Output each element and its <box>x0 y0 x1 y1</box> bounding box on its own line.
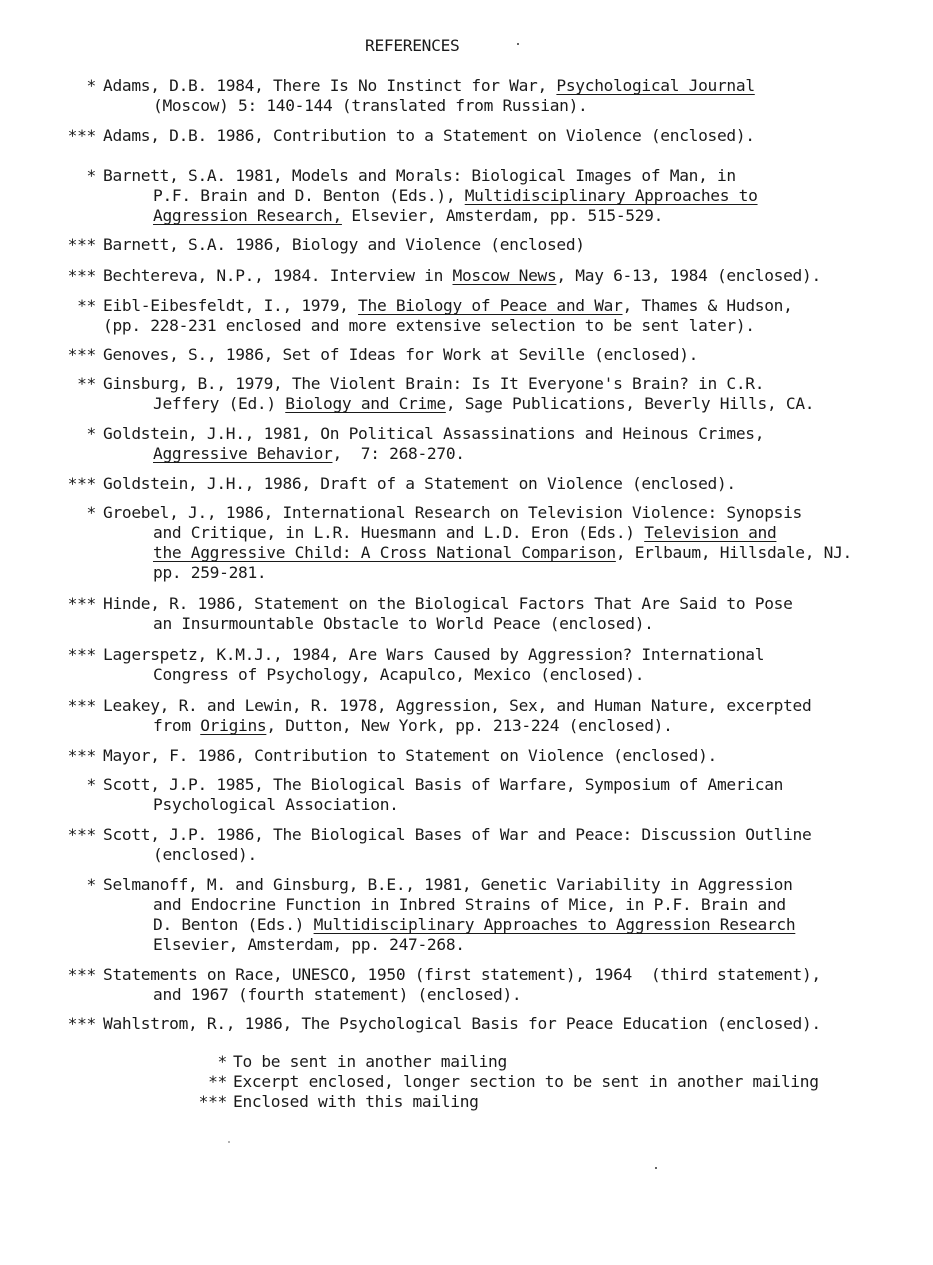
reference-entry <box>0 503 933 583</box>
paper-speck <box>517 43 519 45</box>
citation-continuation-line: the Aggressive Child: A Cross National Comparison, Erlbaum, Hillsdale, NJ. <box>153 543 852 562</box>
citation-line: Bechtereva, N.P., 1984. Interview in Moscow News, May 6-13, 1984 (enclosed). <box>103 266 821 285</box>
citation-line: Goldstein, J.H., 1981, On Political Assassinations and Heinous Crimes, <box>103 424 765 443</box>
reference-entry <box>0 875 933 955</box>
reference-entry <box>0 296 933 336</box>
entry-marker: *** <box>67 235 96 254</box>
reference-entry <box>0 775 933 815</box>
citation-continuation-line: (Moscow) 5: 140-144 (translated from Russian). <box>153 96 588 115</box>
reference-entry <box>0 424 933 464</box>
citation-line: Wahlstrom, R., 1986, The Psychological Basis for Peace Education (enclosed). <box>103 1014 821 1033</box>
citation-continuation-line: Congress of Psychology, Acapulco, Mexico (enclosed). <box>153 665 645 684</box>
entry-marker: *** <box>67 746 96 765</box>
page-title: REFERENCES <box>365 36 460 55</box>
legend-symbol: ** <box>208 1072 227 1091</box>
reference-entry <box>0 696 933 736</box>
citation-line: Barnett, S.A. 1986, Biology and Violence (enclosed) <box>103 235 585 254</box>
citation-line: Statements on Race, UNESCO, 1950 (first statement), 1964 (third statement), <box>103 965 821 984</box>
reference-entry <box>0 965 933 1005</box>
citation-continuation-line: Aggressive Behavior, 7: 268-270. <box>153 444 465 463</box>
citation-continuation-line: and Endocrine Function in Inbred Strains of Mice, in P.F. Brain and <box>153 895 786 914</box>
reference-entry <box>0 1014 933 1034</box>
legend-symbol: *** <box>198 1092 227 1111</box>
reference-entry <box>0 746 933 766</box>
citation-line: Selmanoff, M. and Ginsburg, B.E., 1981, Genetic Variability in Aggression <box>103 875 793 894</box>
reference-entry <box>0 235 933 255</box>
entry-marker: * <box>86 76 96 95</box>
entry-marker: ** <box>77 374 96 393</box>
citation-continuation-line: and Critique, in L.R. Huesmann and L.D. Eron (Eds.) Television and <box>153 523 777 542</box>
reference-entry <box>0 126 933 146</box>
citation-line: Scott, J.P. 1985, The Biological Basis of Warfare, Symposium of American <box>103 775 784 794</box>
entry-marker: * <box>86 875 96 894</box>
citation-line: Ginsburg, B., 1979, The Violent Brain: Is It Everyone's Brain? in C.R. <box>103 374 765 393</box>
reference-entry <box>0 594 933 634</box>
entry-marker: *** <box>67 126 96 145</box>
citation-line: Leakey, R. and Lewin, R. 1978, Aggression, Sex, and Human Nature, excerpted <box>103 696 812 715</box>
reference-entry <box>0 76 933 116</box>
marker-legend <box>0 1052 933 1112</box>
legend-text: To be sent in another mailing <box>233 1052 507 1071</box>
reference-entry <box>0 474 933 494</box>
citation-line: Mayor, F. 1986, Contribution to Statement on Violence (enclosed). <box>103 746 717 765</box>
reference-entry <box>0 266 933 286</box>
entry-marker: *** <box>67 696 96 715</box>
citation-line: Genoves, S., 1986, Set of Ideas for Work at Seville (enclosed). <box>103 345 699 364</box>
reference-entry <box>0 345 933 365</box>
reference-entry <box>0 825 933 865</box>
entry-marker: * <box>86 775 96 794</box>
entry-marker: *** <box>67 594 96 613</box>
citation-continuation-line: and 1967 (fourth statement) (enclosed). <box>153 985 522 1004</box>
reference-entry <box>0 374 933 414</box>
citation-line: Lagerspetz, K.M.J., 1984, Are Wars Caused by Aggression? International <box>103 645 765 664</box>
paper-speck <box>228 1141 230 1143</box>
citation-line: Adams, D.B. 1984, There Is No Instinct for War, Psychological Journal <box>103 76 755 95</box>
legend-text: Enclosed with this mailing <box>233 1092 479 1111</box>
entry-marker: * <box>86 166 96 185</box>
citation-line: Eibl-Eibesfeldt, I., 1979, The Biology of Peace and War, Thames & Hudson, <box>103 296 793 315</box>
citation-continuation-line: pp. 259-281. <box>153 563 267 582</box>
citation-line: Adams, D.B. 1986, Contribution to a Statement on Violence (enclosed). <box>103 126 755 145</box>
entry-marker: *** <box>67 266 96 285</box>
entry-marker: *** <box>67 345 96 364</box>
reference-entry <box>0 166 933 226</box>
legend-row <box>0 1072 933 1092</box>
legend-symbol: * <box>217 1052 227 1071</box>
entry-marker: *** <box>67 965 96 984</box>
citation-line: Groebel, J., 1986, International Research on Television Violence: Synopsis <box>103 503 802 522</box>
entry-marker: * <box>86 503 96 522</box>
citation-continuation-line: an Insurmountable Obstacle to World Peace (enclosed). <box>153 614 654 633</box>
entry-marker: ** <box>77 296 96 315</box>
entry-marker: *** <box>67 645 96 664</box>
citation-continuation-line: Jeffery (Ed.) Biology and Crime, Sage Publications, Beverly Hills, CA. <box>153 394 815 413</box>
citation-continuation-line: D. Benton (Eds.) Multidisciplinary Approaches to Aggression Research <box>153 915 796 934</box>
entry-marker: *** <box>67 474 96 493</box>
paper-speck <box>655 1167 657 1169</box>
citation-line: Barnett, S.A. 1981, Models and Morals: Biological Images of Man, in <box>103 166 736 185</box>
legend-row <box>0 1092 933 1112</box>
legend-text: Excerpt enclosed, longer section to be sent in another mailing <box>233 1072 819 1091</box>
citation-continuation-line: from Origins, Dutton, New York, pp. 213-224 (enclosed). <box>153 716 673 735</box>
citation-line: Goldstein, J.H., 1986, Draft of a Statement on Violence (enclosed). <box>103 474 736 493</box>
citation-continuation-line: (pp. 228-231 enclosed and more extensive selection to be sent later). <box>103 316 755 335</box>
reference-entry <box>0 645 933 685</box>
citation-continuation-line: P.F. Brain and D. Benton (Eds.), Multidisciplinary Approaches to <box>153 186 758 205</box>
citation-line: Scott, J.P. 1986, The Biological Bases of War and Peace: Discussion Outline <box>103 825 812 844</box>
legend-row <box>0 1052 933 1072</box>
citation-continuation-line: Psychological Association. <box>153 795 399 814</box>
citation-continuation-line: Elsevier, Amsterdam, pp. 247-268. <box>153 935 465 954</box>
entry-marker: * <box>86 424 96 443</box>
entry-marker: *** <box>67 1014 96 1033</box>
citation-continuation-line: Aggression Research, Elsevier, Amsterdam, pp. 515-529. <box>153 206 664 225</box>
citation-continuation-line: (enclosed). <box>153 845 257 864</box>
citation-line: Hinde, R. 1986, Statement on the Biological Factors That Are Said to Pose <box>103 594 793 613</box>
entry-marker: *** <box>67 825 96 844</box>
